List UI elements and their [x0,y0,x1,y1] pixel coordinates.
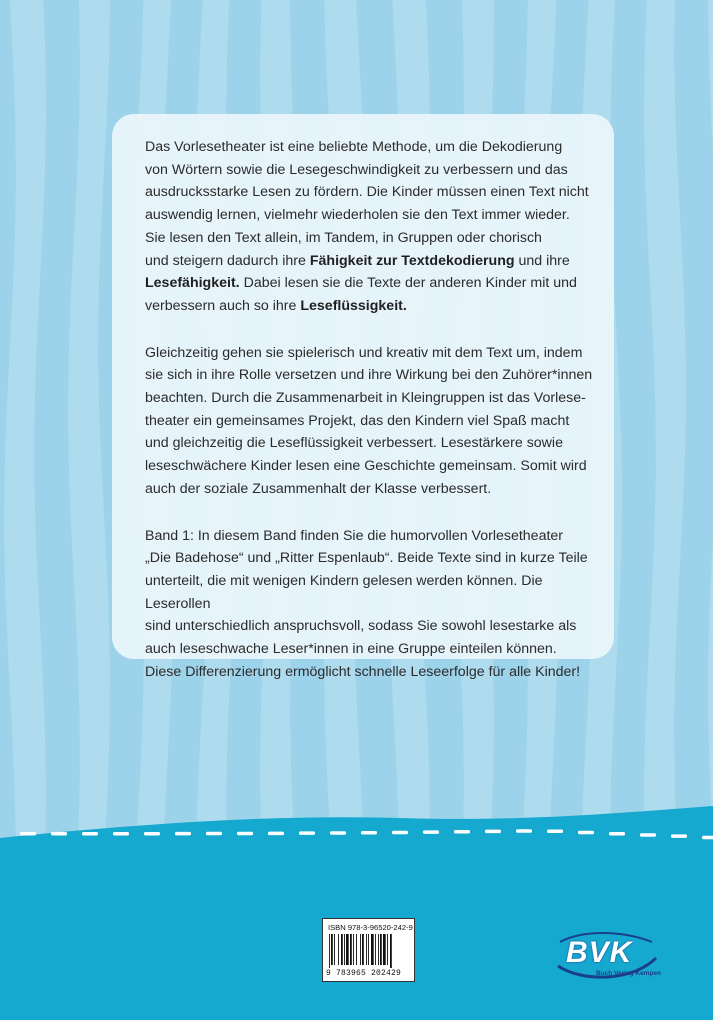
dash [175,832,191,836]
isbn-barcode [322,918,415,982]
dash [82,832,98,836]
description-paragraph-1 [145,136,596,318]
dash [299,831,315,835]
description-panel [112,114,614,680]
barcode-bar [350,934,352,965]
text-run: Das Vorlesetheater ist eine beliebte Methode, um die Dekodierung von Wörtern sowie die Lesegeschwindigkeit zu verbessern und das ausdrucksstarke Lesen zu fördern. Die Kinder müssen einen Text nicht auswendig lernen, vielmehr wiederholen sie den Text immer wieder. Sie lesen den Text allein, im Tandem, in Gruppen oder chorisch und steigern dadurch ihre [145,139,589,269]
dash [423,830,439,834]
barcode-bar [378,934,379,965]
dash [268,832,284,836]
barcode-bar [366,934,367,965]
logo-letters: BVK [566,936,633,969]
barcode-bar [383,934,386,965]
bold-term: Fähigkeit zur Textdekodierung [309,252,515,269]
description-paragraph-2: Gleichzeitig gehen sie spielerisch und kreativ mit dem Text um, indem sie sich in ihre Rolle versetzen und ihre Wirkung bei den Zuhörer*innen beachten. Durch die Zusammenarbeit in Kleingruppen ist das Vorlese- theater ein gemeinsames Projekt, das den Kindern viel Spaß macht und gleichzeitig die Leseflüssigkeit verbessert. Lesestärkere sowie leseschwächere Kinder lesen eine Geschichte gemeinsam. Somit wird auch der soziale Zusammenhalt der Klasse verbessert. [145,344,593,497]
barcode-bar [380,934,382,965]
dash [454,830,470,834]
barcode-bar [390,934,392,968]
dash [702,836,713,840]
dash [516,829,532,833]
dash [330,831,346,835]
dash [361,831,377,835]
dash [578,831,594,835]
barcode-bar [338,934,339,965]
barcode-bar [375,934,376,965]
text-run: Dabei lesen sie die Texte der anderen Kinder mit und verbessern auch so ihre [145,275,577,314]
ean-digits: 9 783965 202429 [326,969,402,978]
publisher-logo [552,928,660,986]
dash [547,830,563,834]
barcode-bar [356,934,357,965]
barcode-bar [344,934,345,965]
barcode-bar [353,934,354,965]
dash [206,832,222,836]
barcode-bar [331,934,333,965]
barcode-bar [368,934,369,965]
barcode-bar [341,934,343,965]
dash [237,832,253,836]
barcode-bar [362,934,364,965]
dash [671,834,687,838]
barcode-bar [334,934,335,965]
dash [640,833,656,837]
dash [609,832,625,836]
barcode-bar [371,934,374,965]
bold-term: Lesefähigkeit. [145,275,240,292]
barcode-bar [329,934,330,968]
dash [485,830,501,834]
band-shape [0,806,713,1020]
dash [392,831,408,835]
text-run: und ihre [518,252,570,269]
dash [144,832,160,836]
description-paragraph-3: Band 1: In diesem Band finden Sie die humorvollen Vorlesetheater „Die Badehose“ und „Ritter Espenlaub“. Beide Texte sind in kurze Teile unterteilt, die mit wenigen Kindern gelesen werden können. Die Leserollen sind unterschiedlich anspruchsvoll, sodass Sie sowohl lesestarke als auch leseschwache Leser*innen in eine Gruppe einteilen können. Diese Differenzierung ermöglicht schnelle Leseerfolge für alle Kinder! [145,527,588,680]
barcode-bar [387,934,388,965]
dash [51,832,67,836]
barcode-bars [327,934,413,968]
isbn-label: ISBN 978-3-96520-242-9 [328,923,413,932]
dash [113,832,129,836]
logo-subtitle: Buch Verlag Kempen [596,970,662,977]
barcode-bar [346,934,349,965]
dash [20,832,36,836]
bold-term: Leseflüssigkeit. [300,297,407,314]
barcode-bar [360,934,361,965]
